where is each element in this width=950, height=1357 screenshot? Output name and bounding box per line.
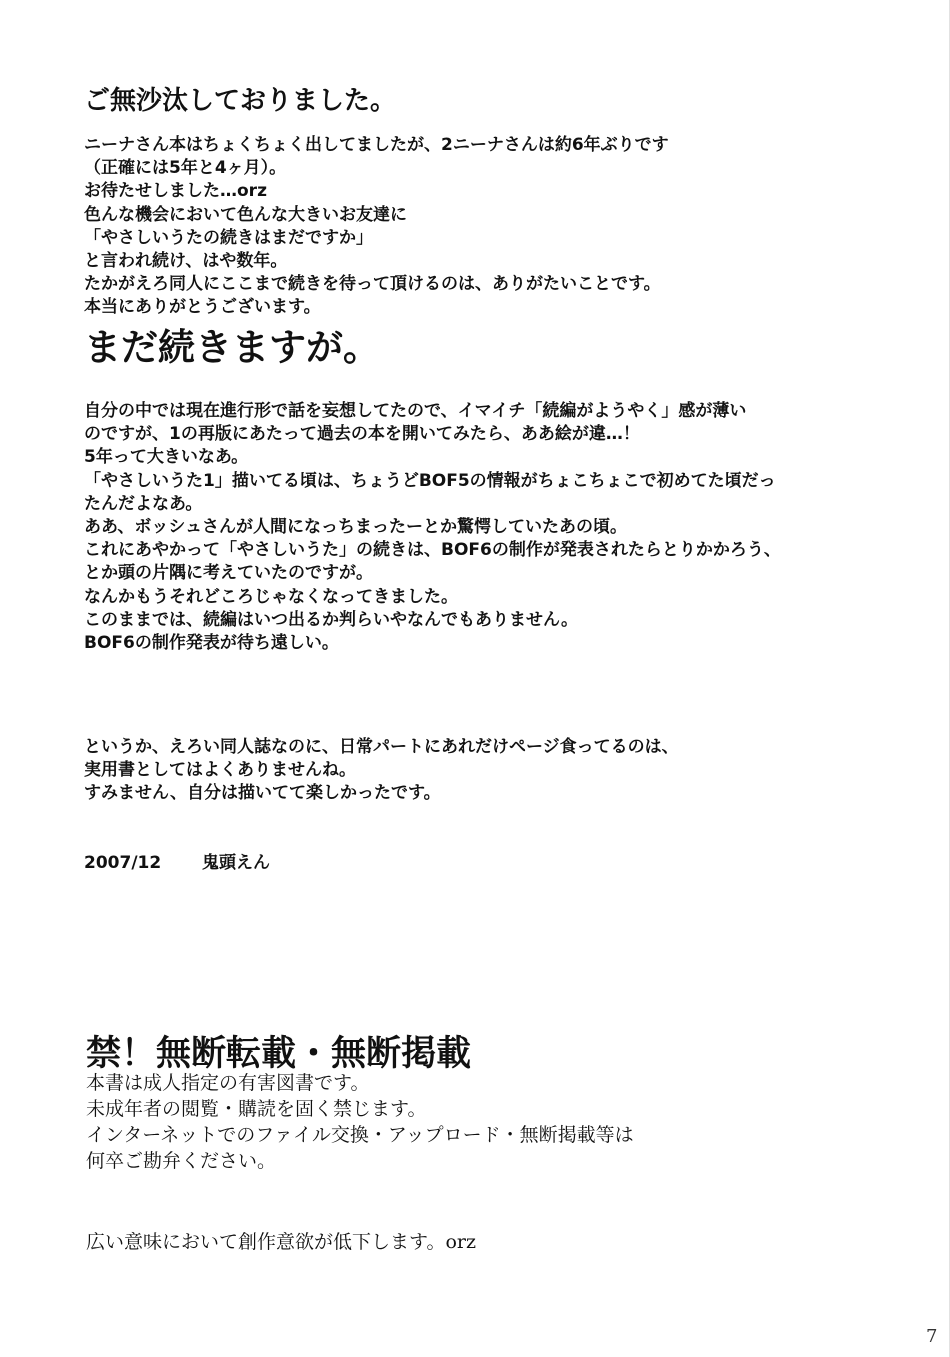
text-line: 「やさしいうた1」描いてる頃は、ちょうどBOF5の情報がちょこちょこで初めてた頃だっ: [84, 470, 776, 491]
big-heading: まだ続きますが。: [84, 326, 380, 369]
text-line: すみません、自分は描いてて楽しかったです。: [84, 783, 441, 804]
text-line: たんだよなあ。: [84, 493, 203, 514]
warning-line: 本書は成人指定の有害図書です。: [86, 1072, 370, 1094]
text-line: 実用書としてはよくありませんね。: [84, 760, 356, 781]
intro-paragraph: [84, 134, 669, 320]
warning-line: 何卒ご勘弁ください。: [86, 1150, 277, 1172]
text-line: とか頭の片隅に考えていたのですが。: [84, 563, 373, 584]
warning-notice: [86, 1070, 634, 1174]
text-line: 自分の中では現在進行形で話を妄想してたので、イマイチ「続編がようやく」感が薄い: [84, 401, 747, 421]
closing-paragraph: [84, 736, 679, 806]
signoff-author: 鬼頭えん: [202, 853, 270, 873]
text-line: ああ、ボッシュさんが人間になっちまったーとか驚愕していたあの頃。: [84, 517, 627, 538]
signoff-date: 2007/12: [84, 853, 162, 873]
text-line: BOF6の制作発表が待ち遠しい。: [84, 633, 339, 654]
page-number: 7: [926, 1326, 938, 1347]
text-line: これにあやかって「やさしいうた」の続きは、BOF6の制作が発表されたらとりかかろう、: [84, 540, 781, 561]
text-line: というか、えろい同人誌なのに、日常パートにあれだけページ食ってるのは、: [84, 737, 679, 757]
text-line: なんかもうそれどころじゃなくなってきました。: [84, 586, 458, 607]
middle-paragraph: [84, 400, 781, 655]
text-line: 「やさしいうたの続きはまだですか」: [84, 227, 373, 248]
text-line: （正確には5年と4ヶ月）。: [84, 158, 287, 179]
warning-line: インターネットでのファイル交換・アップロード・無断掲載等は: [86, 1124, 634, 1146]
text-line: と言われ続け、はや数年。: [84, 251, 288, 272]
text-line: このままでは、続編はいつ出るか判らいやなんでもありません。: [84, 609, 579, 630]
text-line: のですが、1の再版にあたって過去の本を開いてみたら、ああ絵が違…！: [84, 424, 640, 445]
signoff: [84, 848, 270, 873]
text-line: たかがえろ同人にここまで続きを待って頂けるのは、ありがたいことです。: [84, 274, 661, 295]
footer-line: 広い意味において創作意欲が低下します。orz: [86, 1231, 477, 1253]
text-line: ニーナさん本はちょくちょく出してましたが、2ニーナさんは約6年ぶりです: [84, 135, 669, 155]
text-line: お待たせしました…orz: [84, 181, 267, 202]
warning-title: 禁！無断転載・無断掲載: [86, 1033, 472, 1074]
text-line: 色んな機会において色んな大きいお友達に: [84, 204, 407, 225]
text-line: 本当にありがとうございます。: [84, 297, 321, 318]
text-line: 5年って大きいなあ。: [84, 447, 249, 468]
greeting-heading: ご無沙汰しておりました。: [84, 86, 397, 116]
warning-line: 未成年者の閲覧・購読を固く禁じます。: [86, 1098, 427, 1120]
